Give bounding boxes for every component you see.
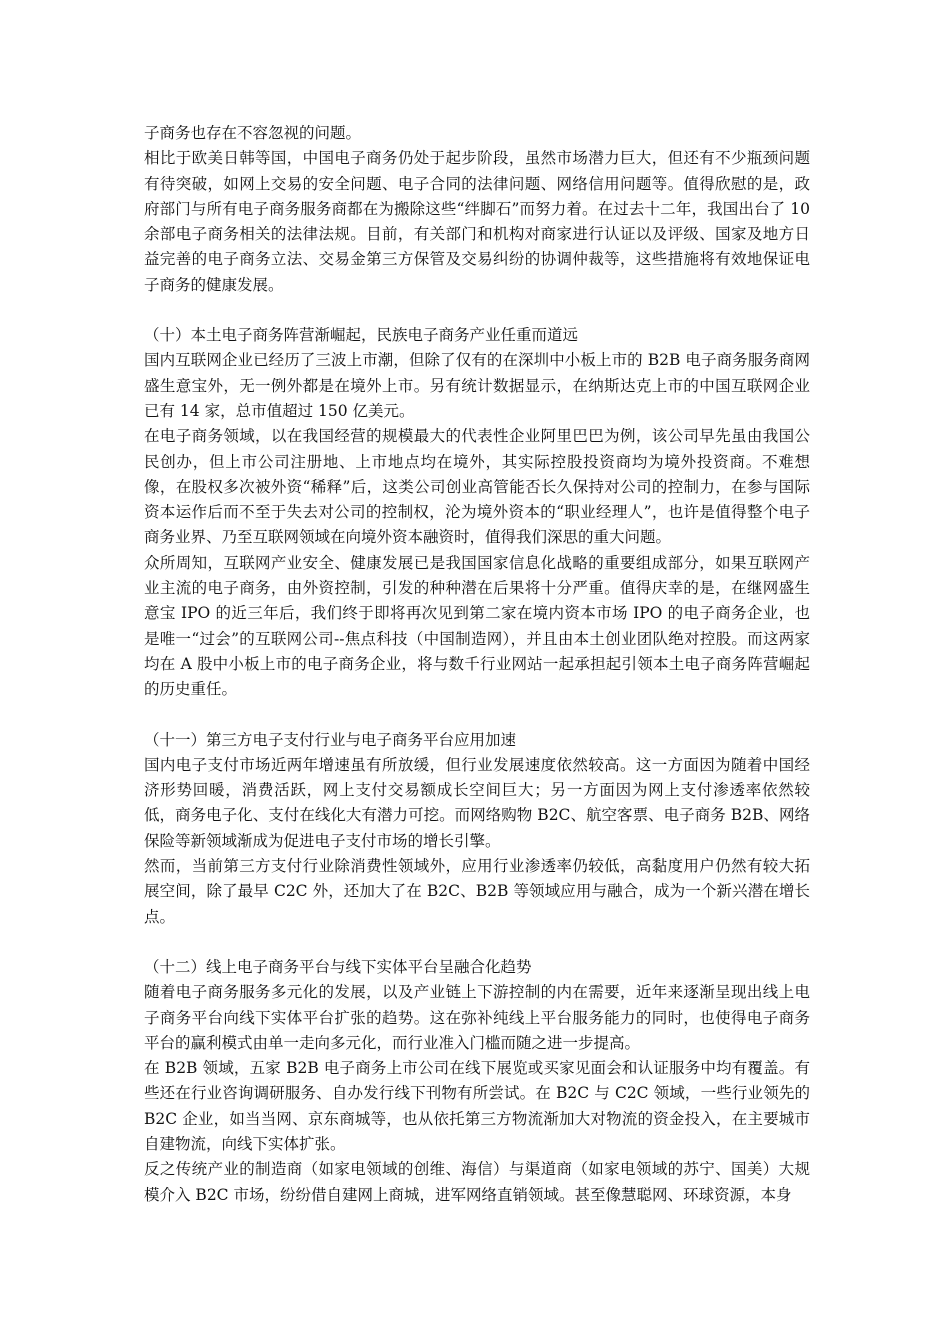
paragraph-11-third-party-payment: 然而，当前第三方支付行业除消费性领域外，应用行业渗透率仍较低，高黏度用户仍然有较大拓展空间，除了最早 C2C 外，还加大了在 B2C、B2B 等领域应用与融合，成为一个新兴潜在增长点。 [144,857,810,926]
section-heading-11: （十一）第三方电子支付行业与电子商务平台应用加速 [144,730,517,749]
paragraph-12-traditional-industry: 反之传统产业的制造商（如家电领域的创维、海信）与渠道商（如家电领域的苏宁、国美）大规模介入 B2C 市场，纷纷借自建网上商城，进军网络直销领域。甚至像慧聪网、环球资源，本身 [144,1160,810,1204]
document-page [144,121,810,1208]
paragraph-12-online-offline: 随着电子商务服务多元化的发展，以及产业链上下游控制的内在需要，近年来逐渐呈现出线上电子商务平台向线下实体平台扩张的趋势。这在弥补纯线上平台服务能力的同时，也使得电子商务平台的赢利模式由单一走向多元化，而行业准入门槛而随之进一步提高。 [144,983,810,1052]
intro-tail-paragraph: 子商务也存在不容忽视的问题。 [144,124,362,142]
paragraph-ecommerce-bottlenecks: 相比于欧美日韩等国，中国电子商务仍处于起步阶段，虽然市场潜力巨大，但还有不少瓶颈问题有待突破，如网上交易的安全问题、电子合同的法律问题、网络信用问题等。值得欣慰的是，政府部门与所有电子商务服务商都在为搬除这些“绊脚石”而努力着。在过去十二年，我国出台了 10 余部电子商务相关的法律法规。目前，有关部门和机构对商家进行认证以及评级、国家及地方日益完善的电子商务立法、交易金第三方保管及交易纠纷的协调仲裁等，这些措施将有效地保证电子商务的健康发展。 [144,149,810,294]
section-heading-12: （十二）线上电子商务平台与线下实体平台呈融合化趋势 [144,957,532,976]
section-heading-10: （十）本土电子商务阵营渐崛起，民族电子商务产业任重而道远 [144,326,579,345]
paragraph-gap [144,298,810,323]
paragraph-11-payment-market: 国内电子支付市场近两年增速虽有所放缓，但行业发展速度依然较高。这一方面因为随着中国经济形势回暖，消费活跃，网上支付交易额成长空间巨大；另一方面因为网上支付渗透率依然较低，商务电子化、支付在线化大有潜力可挖。而网络购物 B2C、航空客票、电子商务 B2B、网络保险等新领域渐成为促进电子支付市场的增长引擎。 [144,755,810,850]
paragraph-10-alibaba: 在电子商务领域，以在我国经营的规模最大的代表性企业阿里巴巴为例，该公司早先虽由我国公民创办，但上市公司注册地、上市地点均在境外，其实际控股投资商均为境外投资商。不难想像，在股权多次被外资“稀释”后，这类公司创业高管能否长久保持对公司的控制力，在参与国际资本运作后而不至于失去对公司的控制权，沦为境外资本的“职业经理人”，也许是值得整个电子商务业界、乃至互联网领域在向境外资本融资时，值得我们深思的重大问题。 [144,427,810,547]
paragraph-12-b2b-b2c: 在 B2B 领域，五家 B2B 电子商务上市公司在线下展览或买家见面会和认证服务中均有覆盖。有些还在行业咨询调研服务、自办发行线下刊物有所尝试。在 B2C 与 C2C 领域，一些行业领先的 B2C 企业，如当当网、京东商城等，也从依托第三方物流渐加大对物流的资金投入，在主要城市自建物流，向线下实体扩张。 [144,1059,810,1153]
paragraph-gap [144,703,810,728]
paragraph-10-industry-security: 众所周知，互联网产业安全、健康发展已是我国国家信息化战略的重要组成部分，如果互联网产业主流的电子商务，由外资控制，引发的种种潜在后果将十分严重。值得庆幸的是，在继网盛生意宝 IPO 的近三年后，我们终于即将再次见到第二家在境内资本市场 IPO 的电子商务企业，也是唯一“过会”的互联网公司--焦点科技（中国制造网），并且由本土创业团队绝对控股。而这两家均在 A 股中小板上市的电子商务企业，将与数千行业网站一起承担起引领本土电子商务阵营崛起的历史重任。 [144,553,810,699]
paragraph-gap [144,930,810,955]
paragraph-10-ipo: 国内互联网企业已经历了三波上市潮，但除了仅有的在深圳中小板上市的 B2B 电子商务服务商网盛生意宝外，无一例外都是在境外上市。另有统计数据显示，在纳斯达克上市的中国互联网企业已有 14 家，总市值超过 150 亿美元。 [144,351,810,420]
